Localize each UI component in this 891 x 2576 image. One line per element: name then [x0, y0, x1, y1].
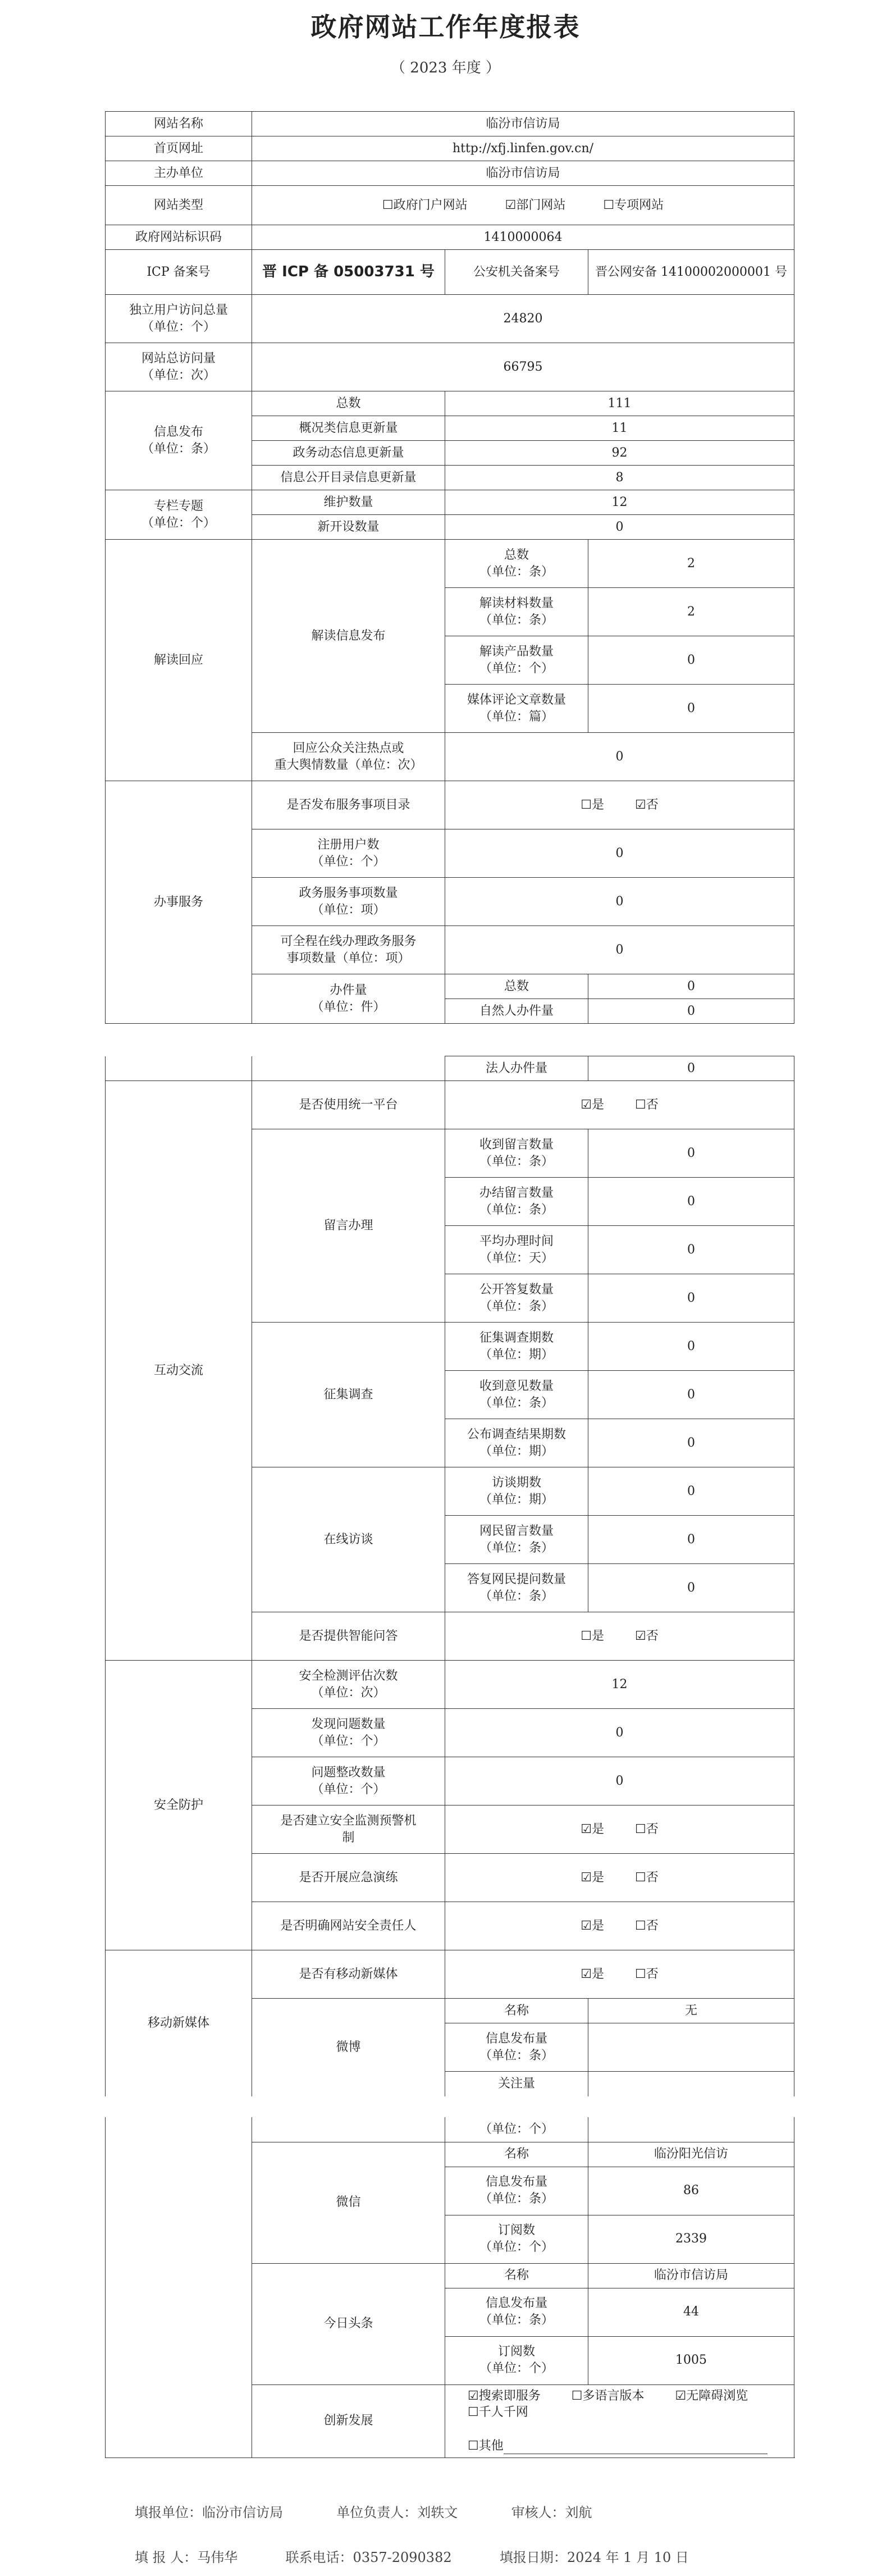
icp-value: 晋 ICP 备 05003731 号	[252, 250, 445, 295]
interpret-sub-label: 解读信息发布	[252, 540, 445, 733]
drill-yes-checkbox: ☑是	[581, 1870, 604, 1885]
police-record-value: 晋公网安备 14100002000001 号	[588, 250, 794, 295]
site-name-label: 网站名称	[106, 112, 252, 136]
continued-blank	[106, 1056, 252, 1081]
survey-results-value: 0	[588, 1419, 794, 1467]
mobile-has-options	[445, 1950, 794, 1999]
ai-yes-checkbox: ☐是	[581, 1629, 604, 1643]
pv-value: 66795	[252, 343, 794, 391]
report-table-part-1	[105, 111, 794, 1024]
survey-opinions-value: 0	[588, 1371, 794, 1419]
publish-label: 信息发布 （单位：条）	[106, 391, 252, 490]
wb-follow-label: 关注量	[445, 2072, 588, 2096]
special-new-value: 0	[445, 515, 794, 540]
tt-name-label: 名称	[445, 2263, 588, 2288]
volume-legal-value: 0	[588, 1056, 794, 1081]
volume-legal-label: 法人办件量	[445, 1056, 588, 1081]
special-label: 专栏专题 （单位：个）	[106, 490, 252, 540]
platform-no-checkbox: ☐否	[635, 1097, 659, 1112]
sec-drill-label: 是否开展应急演练	[252, 1854, 445, 1902]
service-users-value: 0	[445, 829, 794, 878]
interpret-materials-label: 解读材料数量 （单位：条）	[445, 588, 588, 636]
wb-name-value: 无	[588, 1999, 794, 2023]
wx-subs-value: 2339	[588, 2215, 794, 2263]
special-maint-value: 12	[445, 490, 794, 515]
security-label: 安全防护	[106, 1661, 252, 1950]
talk-msgs-value: 0	[588, 1516, 794, 1564]
publish-catalog-label: 信息公开目录信息更新量	[252, 466, 445, 490]
survey-results-label: 公布调查结果期数 （单位：期）	[445, 1419, 588, 1467]
home-url-label: 首页网址	[106, 136, 252, 161]
footer-phone: 联系电话：0357-2090382	[285, 2550, 452, 2565]
survey-periods-label: 征集调查期数 （单位：期）	[445, 1323, 588, 1371]
wb-follow-value-cont	[588, 2117, 794, 2142]
wx-name-value: 临汾阳光信访	[588, 2142, 794, 2167]
volume-person-value: 0	[588, 999, 794, 1024]
catalog-yes-checkbox: ☐是	[581, 797, 605, 812]
report-title: 政府网站工作年度报表	[310, 12, 581, 42]
interpret-total-label: 总数 （单位：条）	[445, 540, 588, 588]
talk-periods-label: 访谈期数 （单位：期）	[445, 1467, 588, 1516]
sec-fixed-value: 0	[445, 1757, 794, 1806]
tt-name-value: 临汾市信访局	[588, 2263, 794, 2288]
footer-date: 填报日期：2024 年 1 月 10 日	[499, 2550, 689, 2565]
wb-posts-label: 信息发布量 （单位：条）	[445, 2023, 588, 2072]
site-type-label: 网站类型	[106, 186, 252, 225]
wb-follow-unit: （单位：个）	[445, 2117, 588, 2142]
interpret-total-value: 2	[588, 540, 794, 588]
catalog-no-checkbox: ☑否	[635, 797, 659, 812]
uv-value: 24820	[252, 295, 794, 343]
wb-posts-value	[588, 2023, 794, 2072]
resp-yes-checkbox: ☑是	[581, 1918, 604, 1933]
msg-done-value: 0	[588, 1178, 794, 1226]
type-gov-portal-checkbox: ☐政府门户网站	[382, 198, 468, 212]
ai-label: 是否提供智能问答	[252, 1612, 445, 1661]
publish-overview-label: 概况类信息更新量	[252, 416, 445, 441]
continued-blank-2	[252, 1056, 445, 1081]
talk-periods-value: 0	[588, 1467, 794, 1516]
interpret-label: 解读回应	[106, 540, 252, 781]
platform-options	[445, 1081, 794, 1129]
sec-found-label: 发现问题数量 （单位：个）	[252, 1709, 445, 1757]
msg-pub-label: 公开答复数量 （单位：条）	[445, 1274, 588, 1323]
police-record-label: 公安机关备案号	[445, 250, 588, 295]
interpret-media-value: 0	[588, 685, 794, 733]
warn-yes-checkbox: ☑是	[581, 1822, 604, 1836]
special-new-label: 新开设数量	[252, 515, 445, 540]
ai-no-checkbox: ☑否	[635, 1629, 659, 1643]
sec-found-value: 0	[445, 1709, 794, 1757]
survey-periods-value: 0	[588, 1323, 794, 1371]
service-items-value: 0	[445, 878, 794, 926]
msg-avg-value: 0	[588, 1226, 794, 1274]
service-label: 办事服务	[106, 781, 252, 1024]
site-type-options	[252, 186, 794, 225]
site-id-value: 1410000064	[252, 225, 794, 250]
ai-options	[445, 1612, 794, 1661]
wb-follow-value	[588, 2072, 794, 2096]
interpret-response-value: 0	[445, 733, 794, 781]
innovation-label: 创新发展	[252, 2384, 445, 2458]
publish-catalog-value: 8	[445, 466, 794, 490]
toutiao-label: 今日头条	[252, 2263, 445, 2384]
tt-subs-value: 1005	[588, 2336, 794, 2384]
interpret-products-value: 0	[588, 636, 794, 685]
survey-opinions-label: 收到意见数量 （单位：条）	[445, 1371, 588, 1419]
type-topic-checkbox: ☐专项网站	[603, 198, 664, 212]
msg-label: 留言办理	[252, 1129, 445, 1323]
sec-warn-label: 是否建立安全监测预警机 制	[252, 1806, 445, 1854]
msg-recv-value: 0	[588, 1129, 794, 1178]
footer-filler: 填 报 人：马伟华	[135, 2550, 238, 2565]
volume-person-label: 自然人办件量	[445, 999, 588, 1024]
wx-posts-value: 86	[588, 2167, 794, 2215]
opt-lang-checkbox: ☐多语言版本	[571, 2388, 645, 2403]
sec-resp-options	[445, 1902, 794, 1950]
msg-avg-label: 平均办理时间 （单位：天）	[445, 1226, 588, 1274]
talk-ans-value: 0	[588, 1564, 794, 1612]
site-name-value: 临汾市信访局	[252, 112, 794, 136]
interpret-materials-value: 2	[588, 588, 794, 636]
weibo-continued	[252, 2117, 445, 2142]
tt-posts-value: 44	[588, 2288, 794, 2336]
report-year: （ 2023 年度 ）	[391, 60, 500, 76]
interpret-media-label: 媒体评论文章数量 （单位：篇）	[445, 685, 588, 733]
service-catalog-label: 是否发布服务事项目录	[252, 781, 445, 829]
opt-other-underline	[504, 2441, 767, 2454]
footer-row-1	[135, 2501, 592, 2521]
volume-total-value: 0	[588, 974, 794, 999]
publish-total-label: 总数	[252, 391, 445, 416]
talk-ans-label: 答复网民提问数量 （单位：条）	[445, 1564, 588, 1612]
footer-head: 单位负责人：刘轶文	[336, 2505, 458, 2520]
special-maint-label: 维护数量	[252, 490, 445, 515]
warn-no-checkbox: ☐否	[635, 1822, 659, 1836]
resp-no-checkbox: ☐否	[635, 1918, 659, 1933]
uv-label: 独立用户访问总量 （单位：个）	[106, 295, 252, 343]
publish-overview-value: 11	[445, 416, 794, 441]
weibo-label: 微博	[252, 1999, 445, 2096]
footer-unit: 填报单位：临汾市信访局	[135, 2505, 283, 2520]
service-online-value: 0	[445, 926, 794, 974]
sec-eval-label: 安全检测评估次数 （单位：次）	[252, 1661, 445, 1709]
msg-recv-label: 收到留言数量 （单位：条）	[445, 1129, 588, 1178]
report-table-part-3	[105, 2117, 794, 2458]
talk-msgs-label: 网民留言数量 （单位：条）	[445, 1516, 588, 1564]
mobile-yes-checkbox: ☑是	[581, 1967, 604, 1981]
wx-name-label: 名称	[445, 2142, 588, 2167]
survey-label: 征集调查	[252, 1323, 445, 1467]
service-items-label: 政务服务事项数量 （单位：项）	[252, 878, 445, 926]
report-table-part-2	[105, 1056, 794, 2096]
sec-drill-options	[445, 1854, 794, 1902]
tt-posts-label: 信息发布量 （单位：条）	[445, 2288, 588, 2336]
pv-label: 网站总访问量 （单位：次）	[106, 343, 252, 391]
type-dept-checkbox: ☑部门网站	[505, 198, 566, 212]
service-online-label: 可全程在线办理政务服务 事项数量（单位：项）	[252, 926, 445, 974]
icp-label: ICP 备案号	[106, 250, 252, 295]
tt-subs-label: 订阅数 （单位：个）	[445, 2336, 588, 2384]
mobile-no-checkbox: ☐否	[635, 1967, 659, 1981]
wx-posts-label: 信息发布量 （单位：条）	[445, 2167, 588, 2215]
mobile-continued	[106, 2117, 252, 2458]
sponsor-label: 主办单位	[106, 161, 252, 186]
opt-custom-checkbox: ☐千人千网	[468, 2405, 528, 2420]
interpret-response-label: 回应公众关注热点或 重大舆情数量（单位：次）	[252, 733, 445, 781]
mobile-label: 移动新媒体	[106, 1950, 252, 2096]
mobile-has-label: 是否有移动新媒体	[252, 1950, 445, 1999]
wx-subs-label: 订阅数 （单位：个）	[445, 2215, 588, 2263]
platform-yes-checkbox: ☑是	[581, 1097, 604, 1112]
publish-total-value: 111	[445, 391, 794, 416]
sec-fixed-label: 问题整改数量 （单位：个）	[252, 1757, 445, 1806]
drill-no-checkbox: ☐否	[635, 1870, 659, 1885]
publish-news-value: 92	[445, 441, 794, 466]
service-volume-label: 办件量 （单位：件）	[252, 974, 445, 1024]
footer-reviewer: 审核人：刘航	[511, 2505, 592, 2520]
platform-label: 是否使用统一平台	[252, 1081, 445, 1129]
home-url-value: http://xfj.linfen.gov.cn/	[252, 136, 794, 161]
innovation-options	[445, 2384, 794, 2458]
msg-pub-value: 0	[588, 1274, 794, 1323]
volume-total-label: 总数	[445, 974, 588, 999]
wb-name-label: 名称	[445, 1999, 588, 2023]
wechat-label: 微信	[252, 2142, 445, 2263]
opt-other-checkbox: ☐其他	[468, 2438, 504, 2453]
opt-access-checkbox: ☑无障碍浏览	[675, 2388, 748, 2403]
sec-resp-label: 是否明确网站安全责任人	[252, 1902, 445, 1950]
footer-row-2	[135, 2546, 689, 2566]
sec-eval-value: 12	[445, 1661, 794, 1709]
sec-warn-options	[445, 1806, 794, 1854]
msg-done-label: 办结留言数量 （单位：条）	[445, 1178, 588, 1226]
service-users-label: 注册用户数 （单位：个）	[252, 829, 445, 878]
service-catalog-options	[445, 781, 794, 829]
site-id-label: 政府网站标识码	[106, 225, 252, 250]
opt-search-checkbox: ☑搜索即服务	[468, 2388, 541, 2403]
sponsor-value: 临汾市信访局	[252, 161, 794, 186]
interact-label: 互动交流	[106, 1081, 252, 1661]
talk-label: 在线访谈	[252, 1467, 445, 1612]
publish-news-label: 政务动态信息更新量	[252, 441, 445, 466]
interpret-products-label: 解读产品数量 （单位：个）	[445, 636, 588, 685]
